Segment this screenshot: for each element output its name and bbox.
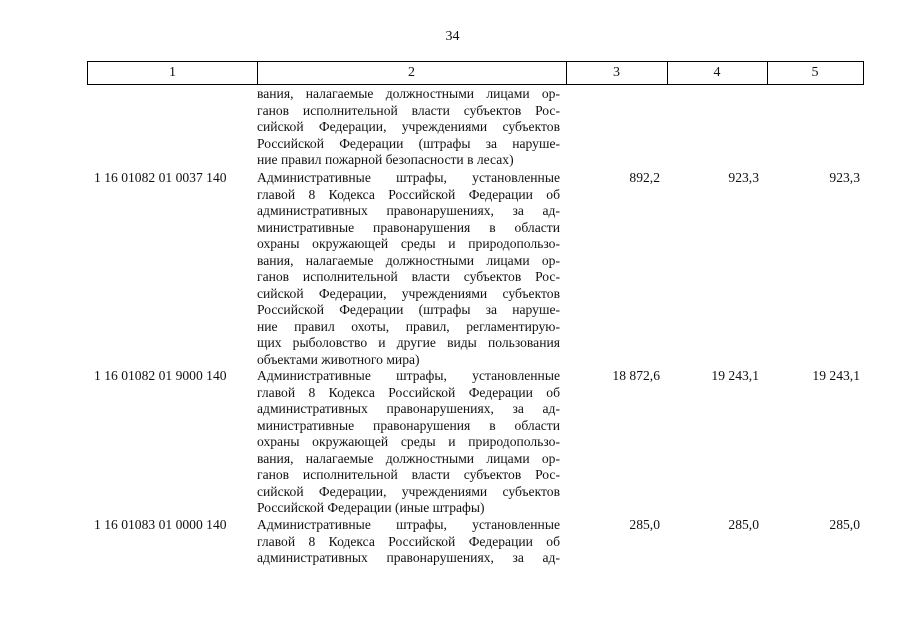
description-line: ганов исполнительной власти субъектов Рос- [257,269,560,284]
description-line: Российской Федерации (штрафы за наруше- [257,302,560,317]
description-line: административных правонарушениях, за ад- [257,203,560,218]
row-value-col4: 19 243,1 [711,368,759,383]
row-code: 1 16 01082 01 9000 140 [94,368,227,383]
description-line: вания, налагаемые должностными лицами ор- [257,450,560,466]
description-line: охраны окружающей среды и природопользо- [257,434,560,449]
description-line: ние правил пожарной безопасности в лесах) [257,152,514,167]
description-line: ганов исполнительной власти субъектов Рос- [257,102,560,118]
description-line: ганов исполнительной власти субъектов Рос- [257,467,560,482]
page-number: 34 [445,29,460,44]
row-value-col5: 19 243,1 [812,368,860,383]
description-line: вания, налагаемые должностными лицами ор- [257,86,560,101]
row-description [257,170,560,368]
header-col-3: 3 [613,65,620,80]
header-col-5: 5 [811,65,819,80]
row-code: 1 16 01083 01 0000 140 [94,517,227,532]
description-line: ние правил охоты, правил, регламентирую- [257,318,560,334]
row-value-col5: 285,0 [829,517,860,532]
description-line: министративные правонарушения в области [257,417,560,433]
header-col-2: 2 [408,65,415,80]
row-value-col4: 923,3 [728,170,759,185]
row-description [257,368,560,517]
description-line: Административные штрафы, установленные [257,517,560,532]
description-line: главой 8 Кодекса Российской Федерации об [257,384,560,400]
description-line: главой 8 Кодекса Российской Федерации об [257,186,560,202]
row-value-col5: 923,3 [829,170,860,185]
table-header [87,61,864,85]
row-value-col4: 285,0 [728,517,759,532]
description-line: главой 8 Кодекса Российской Федерации об [257,533,560,549]
description-line: сийской Федерации, учреждениями субъектов [257,483,560,499]
row-value-col3: 18 872,6 [612,368,660,383]
row-value-col3: 285,0 [629,517,660,532]
description-line: щих рыболовство и другие виды пользования [257,335,560,350]
description-line: административных правонарушениях, за ад- [257,550,560,565]
description-line: охраны окружающей среды и природопользо- [257,236,560,251]
description-line: Российской Федерации (штрафы за наруше- [257,135,560,151]
row-description [257,517,560,567]
header-col-1: 1 [169,65,176,80]
description-line: Российской Федерации (иные штрафы) [257,500,485,515]
description-line: сийской Федерации, учреждениями субъектов [257,285,560,301]
description-line: сийской Федерации, учреждениями субъектов [257,119,560,134]
row-code: 1 16 01082 01 0037 140 [94,170,227,185]
row-value-col3: 892,2 [629,170,660,185]
description-line: объектами животного мира) [257,351,420,367]
row-description [257,86,560,169]
description-line: вания, налагаемые должностными лицами ор- [257,252,560,268]
description-line: министративные правонарушения в области [257,219,560,235]
header-col-4: 4 [713,65,721,80]
description-line: Административные штрафы, установленные [257,368,560,383]
description-line: Административные штрафы, установленные [257,170,560,185]
description-line: административных правонарушениях, за ад- [257,401,560,416]
